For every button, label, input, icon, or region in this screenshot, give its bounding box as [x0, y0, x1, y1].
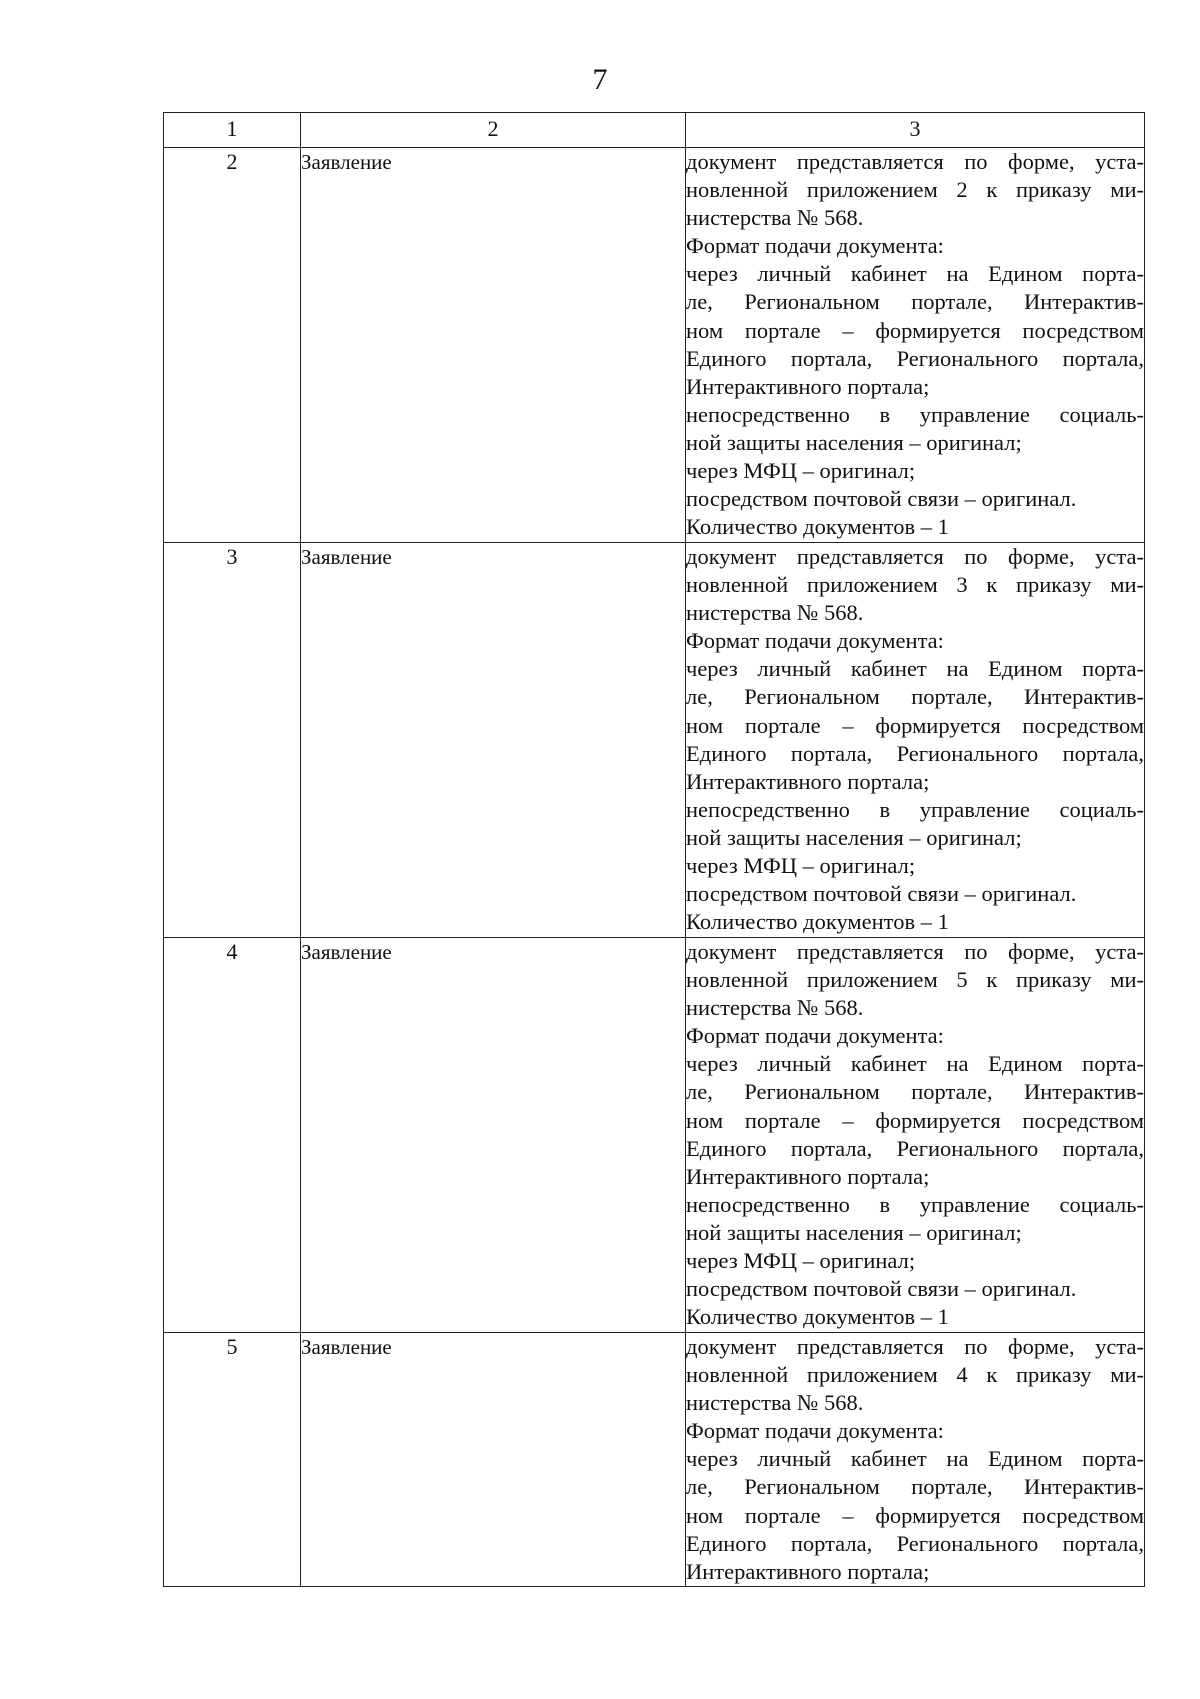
description-line: через МФЦ – оригинал; — [686, 853, 916, 879]
document-name: Заявление — [301, 938, 686, 1333]
column-header-3: 3 — [686, 113, 1145, 148]
description-line: новленной приложением 3 к приказу ми- — [686, 572, 1144, 598]
document-name: Заявление — [301, 543, 686, 938]
description-line: через личный кабинет на Едином порта- — [686, 1051, 1144, 1077]
description-line: ле, Региональном портале, Интерактив- — [686, 289, 1144, 315]
description-line: через личный кабинет на Едином порта- — [686, 656, 1144, 682]
description-line: ном портале – формируется посредством — [686, 1107, 1144, 1133]
table-row — [164, 1333, 1145, 1587]
row-number: 2 — [164, 148, 301, 543]
description-line: Интерактивного портала; — [686, 1558, 930, 1584]
description-line: новленной приложением 4 к приказу ми- — [686, 1362, 1144, 1388]
table-body — [164, 148, 1145, 1587]
document-description — [686, 543, 1145, 938]
description-line: ном портале – формируется посредством — [686, 1502, 1144, 1528]
description-line: непосредственно в управление социаль- — [686, 401, 1144, 427]
description-line: Формат подачи документа: — [686, 1418, 944, 1444]
description-line: Формат подачи документа: — [686, 628, 944, 654]
description-line: ле, Региональном портале, Интерактив- — [686, 1079, 1144, 1105]
description-line: Интерактивного портала; — [686, 768, 930, 794]
description-line: Единого портала, Регионального портала, — [686, 1530, 1144, 1556]
description-line: ле, Региональном портале, Интерактив- — [686, 1474, 1144, 1500]
description-line: через МФЦ – оригинал; — [686, 458, 916, 484]
description-line: непосредственно в управление социаль- — [686, 796, 1144, 822]
description-line: Единого портала, Регионального портала, — [686, 1135, 1144, 1161]
document-description — [686, 1333, 1145, 1587]
description-line: посредством почтовой связи – оригинал. — [686, 881, 1077, 907]
description-line: документ представляется по форме, уста- — [686, 1334, 1144, 1359]
description-line: Формат подачи документа: — [686, 1023, 944, 1049]
description-line: новленной приложением 5 к приказу ми- — [686, 967, 1144, 993]
column-header-1: 1 — [164, 113, 301, 148]
document-description — [686, 148, 1145, 543]
document-name: Заявление — [301, 148, 686, 543]
description-line: нистерства № 568. — [686, 600, 864, 626]
description-line: через МФЦ – оригинал; — [686, 1248, 916, 1274]
description-line: Количество документов – 1 — [686, 514, 949, 540]
description-line: ной защиты населения – оригинал; — [686, 824, 1022, 850]
description-line: ной защиты населения – оригинал; — [686, 429, 1022, 455]
description-line: ной защиты населения – оригинал; — [686, 1219, 1022, 1245]
column-header-2: 2 — [301, 113, 686, 148]
description-line: документ представляется по форме, уста- — [686, 149, 1144, 174]
description-line: посредством почтовой связи – оригинал. — [686, 486, 1077, 512]
description-line: через личный кабинет на Едином порта- — [686, 1446, 1144, 1472]
description-line: ном портале – формируется посредством — [686, 317, 1144, 343]
description-line: Единого портала, Регионального портала, — [686, 345, 1144, 371]
description-line: ле, Региональном портале, Интерактив- — [686, 684, 1144, 710]
document-description — [686, 938, 1145, 1333]
description-line: Количество документов – 1 — [686, 1304, 949, 1330]
description-line: документ представляется по форме, уста- — [686, 544, 1144, 569]
table-row — [164, 543, 1145, 938]
table-row — [164, 148, 1145, 543]
description-line: новленной приложением 2 к приказу ми- — [686, 177, 1144, 203]
table-row — [164, 938, 1145, 1333]
table-header-row — [164, 113, 1145, 148]
description-line: нистерства № 568. — [686, 205, 864, 231]
row-number: 5 — [164, 1333, 301, 1587]
row-number: 3 — [164, 543, 301, 938]
document-name: Заявление — [301, 1333, 686, 1587]
description-line: посредством почтовой связи – оригинал. — [686, 1276, 1077, 1302]
documents-table — [163, 112, 1145, 1587]
description-line: Формат подачи документа: — [686, 233, 944, 259]
description-line: Интерактивного портала; — [686, 1163, 930, 1189]
description-line: через личный кабинет на Едином порта- — [686, 261, 1144, 287]
page-number: 7 — [592, 63, 608, 96]
description-line: нистерства № 568. — [686, 1390, 864, 1416]
description-line: нистерства № 568. — [686, 995, 864, 1021]
row-number: 4 — [164, 938, 301, 1333]
description-line: документ представляется по форме, уста- — [686, 939, 1144, 964]
description-line: Интерактивного портала; — [686, 373, 930, 399]
description-line: непосредственно в управление социаль- — [686, 1191, 1144, 1217]
description-line: ном портале – формируется посредством — [686, 712, 1144, 738]
description-line: Количество документов – 1 — [686, 909, 949, 935]
description-line: Единого портала, Регионального портала, — [686, 740, 1144, 766]
